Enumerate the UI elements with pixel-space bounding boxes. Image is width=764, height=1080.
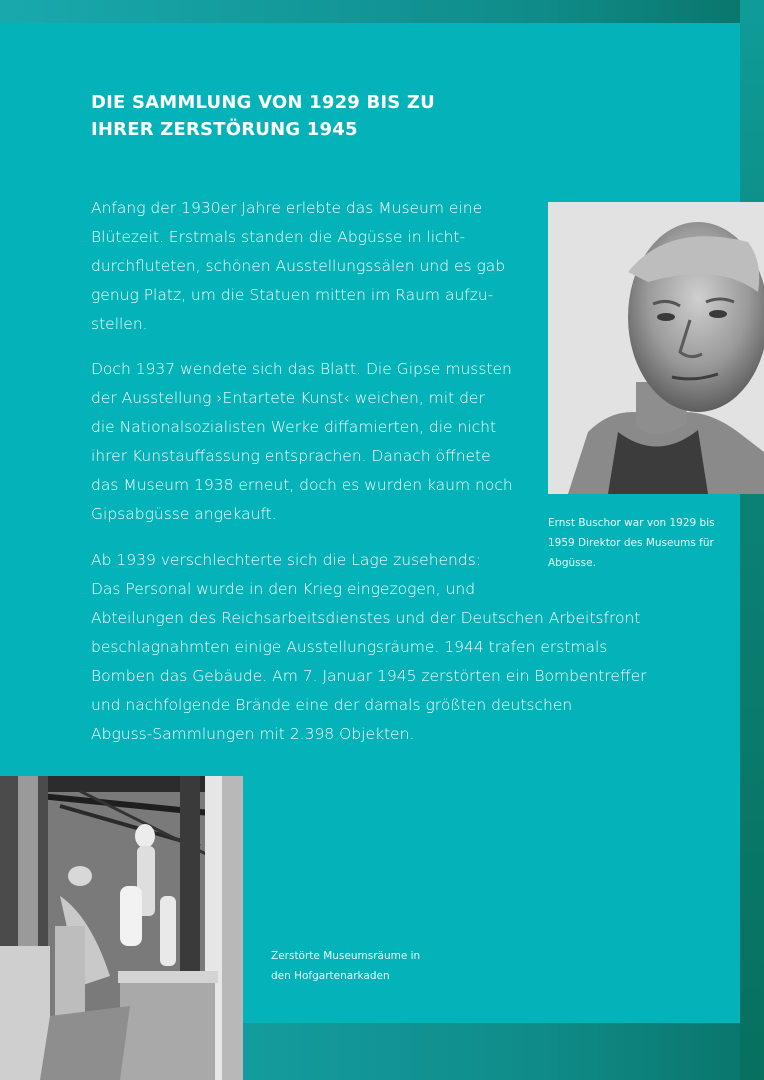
text-line: das Museum 1938 erneut, doch es wurden kaum noch [91,476,513,494]
text-line: durchfluteten, schönen Ausstellungssälen und es gab [91,257,506,275]
text-line: Bomben das Gebäude. Am 7. Januar 1945 zerstörten ein Bombentreffer [91,667,647,685]
ruins-illustration [0,776,243,1080]
text-line: und nachfolgende Brände eine der damals größten deutschen [91,696,573,714]
paragraph-1 [91,194,531,339]
caption-line: den Hofgartenarkaden [271,970,390,982]
text-line: Blütezeit. Erstmals standen die Abgüsse in licht- [91,228,466,246]
page-title [91,89,551,143]
ruins-photo [0,776,243,1080]
text-line: beschlagnahmten einige Ausstellungsräume. 1944 trafen erstmals [91,638,608,656]
text-line: Das Personal wurde in den Krieg eingezogen, und [91,580,476,598]
text-line: Ab 1939 verschlechterte sich die Lage zusehends: [91,551,482,569]
portrait-photo [548,202,764,494]
ruins-caption [271,946,471,986]
text-line: Abteilungen des Reichsarbeitsdienstes und der Deutschen Arbeitsfront [91,609,641,627]
text-line: der Ausstellung ›Entartete Kunst‹ weichen, mit der [91,389,485,407]
portrait-illustration [548,202,764,494]
text-line: Abguss-Sammlungen mit 2.398 Objekten. [91,725,415,743]
text-line: Anfang der 1930er Jahre erlebte das Museum eine [91,199,483,217]
text-line: Gipsabgüsse angekauft. [91,505,277,523]
caption-line: Ernst Buschor war von 1929 bis [548,517,715,529]
paragraph-2 [91,355,531,529]
text-line: genug Platz, um die Statuen mitten im Raum aufzu- [91,286,494,304]
title-line: IHRER ZERSTÖRUNG 1945 [91,119,358,140]
caption-line: Abgüsse. [548,557,596,569]
text-line: stellen. [91,315,148,333]
text-line: Doch 1937 wendete sich das Blatt. Die Gipse mussten [91,360,512,378]
caption-line: 1959 Direktor des Museums für [548,537,714,549]
paragraph-3 [91,546,691,749]
text-line: die Nationalsozialisten Werke diffamierten, die nicht [91,418,497,436]
title-line: DIE SAMMLUNG VON 1929 BIS ZU [91,92,435,113]
text-line: ihrer Kunstauffassung entsprachen. Danach öffnete [91,447,491,465]
caption-line: Zerstörte Museumsräume in [271,950,421,962]
portrait-caption [548,513,748,573]
